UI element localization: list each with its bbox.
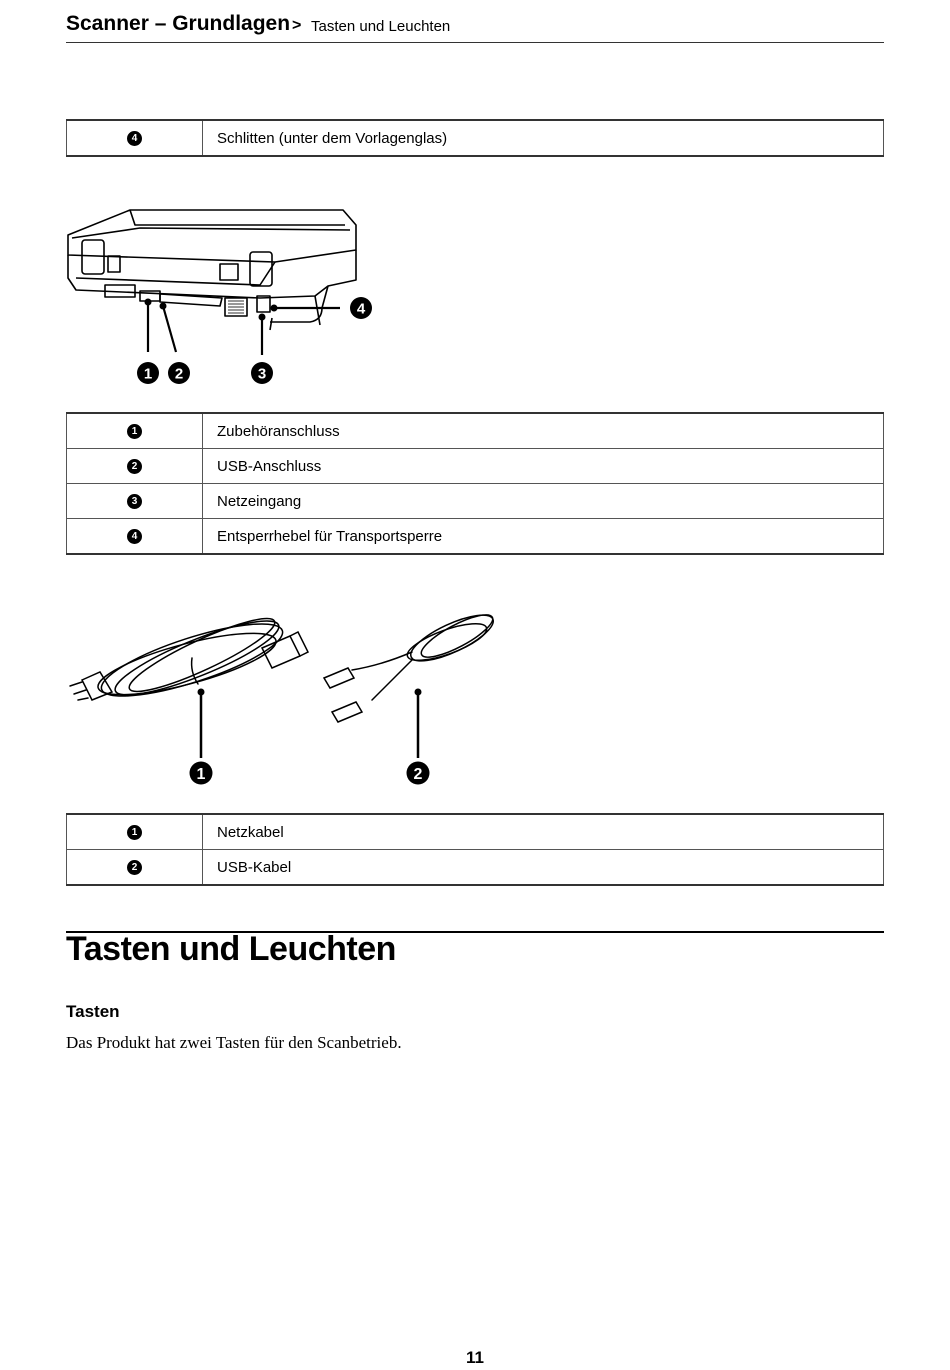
part-label: Netzkabel xyxy=(203,814,884,850)
callout-1-label: 1 xyxy=(196,766,206,783)
table-row xyxy=(67,850,884,886)
parts-table-carriage xyxy=(66,119,884,157)
part-label: Schlitten (unter dem Vorlagenglas) xyxy=(203,120,884,156)
subsection-heading: Tasten xyxy=(66,1002,120,1021)
section-title: Tasten und Leuchten xyxy=(311,18,451,35)
callout-badge: 2 xyxy=(127,459,142,474)
part-label: Netzeingang xyxy=(203,484,884,519)
cables-illustration xyxy=(62,600,512,790)
callout-badge: 2 xyxy=(127,860,142,875)
page-header xyxy=(66,10,884,43)
table-row xyxy=(67,519,884,555)
callout-badge: 1 xyxy=(127,825,142,840)
callout-1-label: 1 xyxy=(143,365,153,383)
section-heading: Tasten und Leuchten xyxy=(66,930,396,968)
breadcrumb-separator: > xyxy=(292,17,302,34)
callout-badge: 1 xyxy=(127,424,142,439)
table-row xyxy=(67,449,884,484)
body-paragraph: Das Produkt hat zwei Tasten für den Scanbetrieb. xyxy=(66,1033,402,1052)
table-row xyxy=(67,814,884,850)
callout-badge: 3 xyxy=(127,494,142,509)
table-row xyxy=(67,120,884,156)
part-label: Entsperrhebel für Transportsperre xyxy=(203,519,884,555)
page-number: 11 xyxy=(466,1348,484,1367)
callout-4-label: 4 xyxy=(356,300,366,318)
callout-3-label: 3 xyxy=(257,365,267,383)
part-label: USB-Kabel xyxy=(203,850,884,886)
table-row xyxy=(67,413,884,449)
table-row xyxy=(67,484,884,519)
parts-table-cables xyxy=(66,813,884,886)
callout-2-label: 2 xyxy=(174,365,184,383)
parts-table-rear xyxy=(66,412,884,555)
part-label: USB-Anschluss xyxy=(203,449,884,484)
callout-badge: 4 xyxy=(127,529,142,544)
callout-badge: 4 xyxy=(127,131,142,146)
scanner-rear-illustration xyxy=(60,190,390,395)
chapter-title: Scanner – Grundlagen xyxy=(66,12,291,35)
callout-2-label: 2 xyxy=(413,766,423,783)
part-label: Zubehöranschluss xyxy=(203,413,884,449)
